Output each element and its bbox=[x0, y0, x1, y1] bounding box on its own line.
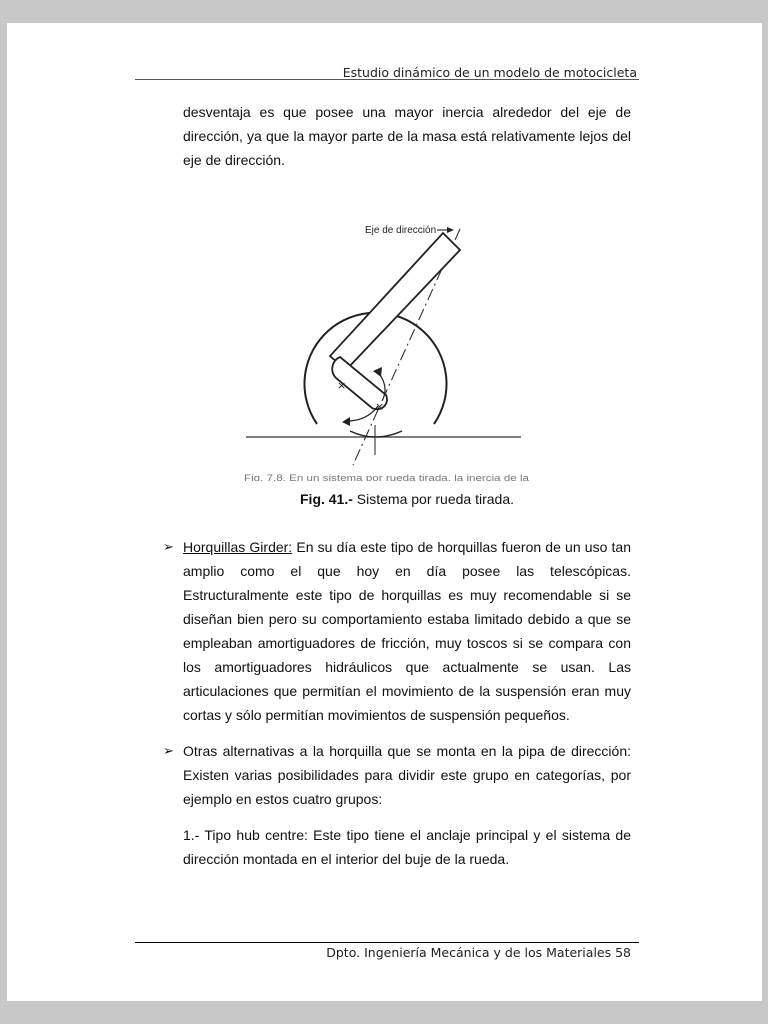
intro-paragraph: desventaja es que posee una mayor inercia alrededor del eje de dirección, ya que la mayor parte de la masa está relativamente lejos del eje de dirección. bbox=[183, 104, 631, 168]
axis-label: Eje de dirección bbox=[365, 225, 437, 236]
bullet-paragraph-alternatives: Otras alternativas a la horquilla que se monta en la pipa de dirección: Existen varias posibilidades para dividir este grupo en categorías, por ejemplo en estos cuatro grupos: bbox=[183, 743, 631, 807]
bullet-arrow-1: ➢ bbox=[163, 539, 174, 554]
bullet-paragraph-girder bbox=[183, 535, 631, 727]
document-page bbox=[7, 23, 762, 1001]
pivot-mark-upper: × bbox=[337, 379, 347, 392]
header-rule bbox=[135, 79, 639, 80]
arrow-head-upper bbox=[373, 367, 382, 377]
item-hub-centre: 1.- Tipo hub centre: Este tipo tiene el anclaje principal y el sistema de dirección montada en el interior del buje de la rueda. bbox=[183, 827, 631, 867]
bullet-text-girder: En su día este tipo de horquillas fueron de un uso tan amplio como el que hoy en día posee las telescópicas. Estructuralmente este tipo de horquillas es muy recomendable si se diseñan bien pero su comportamiento estaba limitado debido a que se empleaban amortiguadores de fricción, muy toscos si se compara con los amortiguadores hidráulicos que actualmente se usan. Las articulaciones que permitían el movimiento de la suspensión eran muy cortas y sólo permitían movimientos de suspensión pequeños. bbox=[183, 539, 631, 723]
arrow-head-lower bbox=[342, 417, 350, 426]
axis-label-arrow-head bbox=[447, 227, 454, 233]
running-footer: Dpto. Ingeniería Mecánica y de los Materiales 58 bbox=[326, 945, 631, 960]
running-header: Estudio dinámico de un modelo de motocicleta bbox=[342, 65, 637, 80]
figure-caption-number: Fig. 41.- bbox=[300, 491, 353, 507]
wheel-contact bbox=[350, 431, 402, 437]
cut-figure-caption: Fig. 7.8. En un sistema por rueda tirada, la inercia de la bbox=[244, 473, 529, 481]
figure-caption bbox=[183, 491, 631, 507]
trailing-link-figure bbox=[232, 211, 537, 481]
bullet-title-girder: Horquillas Girder: bbox=[183, 539, 293, 555]
bullet-arrow-2: ➢ bbox=[163, 743, 174, 758]
footer-rule bbox=[135, 942, 639, 943]
figure-caption-text: Sistema por rueda tirada. bbox=[352, 491, 514, 507]
trailing-link-diagram bbox=[232, 211, 537, 481]
pivot-mark-lower: × bbox=[375, 400, 385, 413]
fork-leg bbox=[330, 233, 460, 370]
